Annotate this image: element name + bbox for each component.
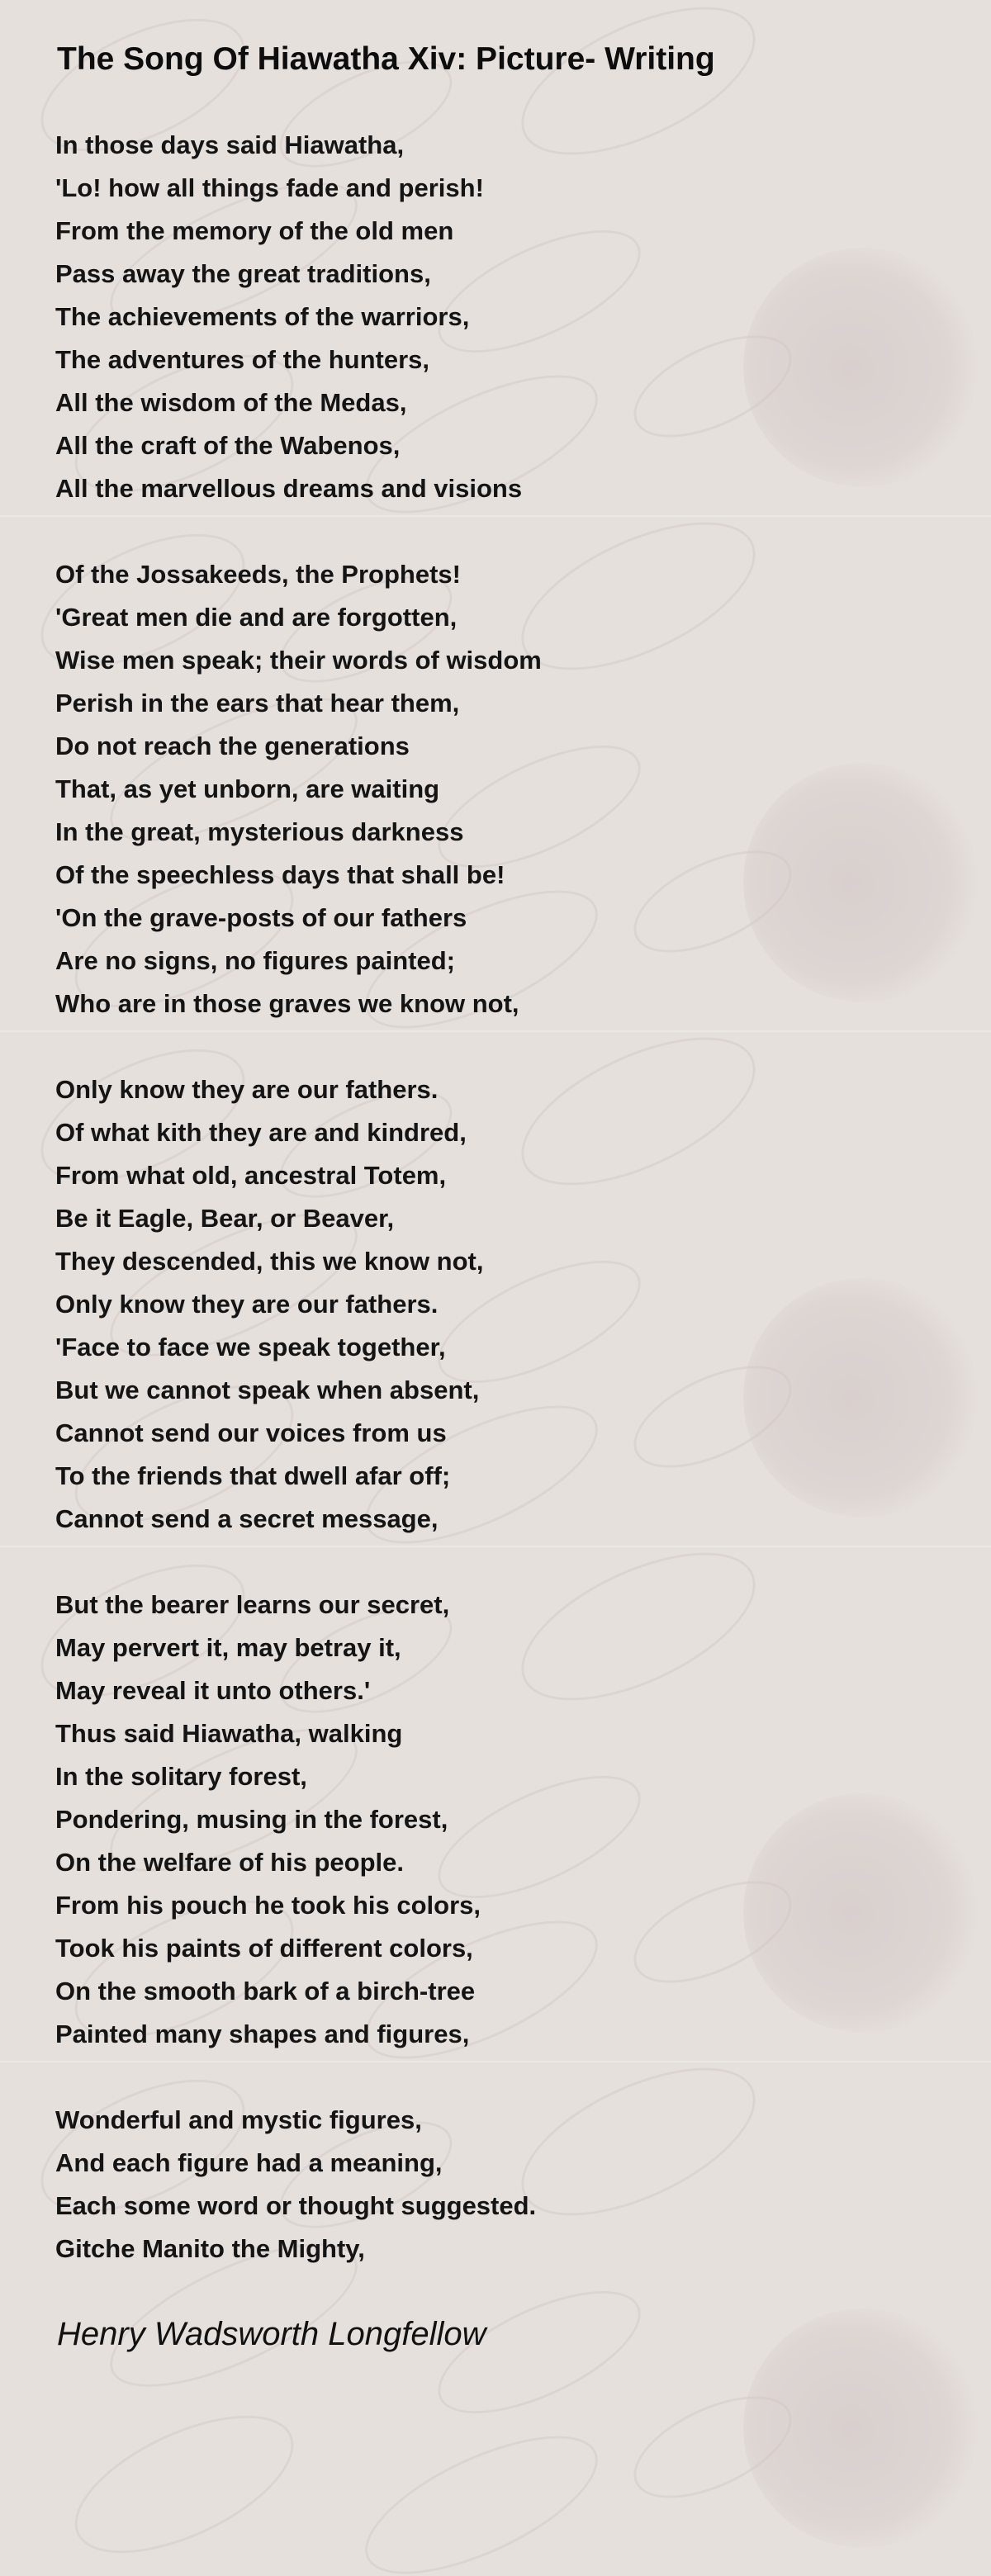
stanza [55,124,931,510]
poem-line: Cannot send our voices from us [55,1418,447,1447]
poem-line: In the solitary forest, [55,1762,307,1791]
poem-line: Be it Eagle, Bear, or Beaver, [55,1204,395,1233]
poem-line: Perish in the ears that hear them, [55,689,460,717]
stanza [55,553,931,1025]
poem-author: Henry Wadsworth Longfellow [57,2316,486,2352]
poem-line: All the wisdom of the Medas, [55,388,407,417]
poem-line: Wise men speak; their words of wisdom [55,646,542,675]
poem-line: Gitche Manito the Mighty, [55,2234,365,2263]
poem-line: That, as yet unborn, are waiting [55,774,440,803]
script-flourish [347,2408,616,2576]
poem-line: In those days said Hiawatha, [55,130,405,159]
poem-line: They descended, this we know not, [55,1247,484,1276]
poem-line: Thus said Hiawatha, walking [55,1719,403,1748]
poem-line: And each figure had a meaning, [55,2148,443,2177]
poem-line: To the friends that dwell afar off; [55,1461,451,1490]
poem-line: Pass away the great traditions, [55,259,431,288]
poem-line: 'Lo! how all things fade and perish! [55,173,484,202]
poem-line: Only know they are our fathers. [55,1290,439,1319]
stanza [55,1068,931,1541]
script-flourish [55,2387,313,2576]
poem-line: Each some word or thought suggested. [55,2191,537,2220]
poem-line: All the craft of the Wabenos, [55,431,401,460]
stanza [55,2099,931,2271]
poem-line: The achievements of the warriors, [55,302,470,331]
poem-line: But the bearer learns our secret, [55,1590,450,1619]
poem-line: May reveal it unto others.' [55,1676,371,1705]
stanza [55,1584,931,2056]
poem-line: Do not reach the generations [55,732,410,760]
poem-line: From the memory of the old men [55,216,454,245]
poem-line: From his pouch he took his colors, [55,1891,481,1920]
poem-line: Pondering, musing in the forest, [55,1805,448,1834]
poem-line: Of the speechless days that shall be! [55,860,505,889]
poem-line: Cannot send a secret message, [55,1504,439,1533]
poem-title: The Song Of Hiawatha Xiv: Picture- Writing [57,41,715,77]
poem-line: Of what kith they are and kindred, [55,1118,467,1147]
poem-line: May pervert it, may betray it, [55,1633,401,1662]
poem-line: Are no signs, no figures painted; [55,946,455,975]
poem-line: Only know they are our fathers. [55,1075,439,1104]
poem-line: Of the Jossakeeds, the Prophets! [55,560,461,589]
poem-line: Took his paints of different colors, [55,1934,473,1963]
poem-line: 'Great men die and are forgotten, [55,603,458,632]
poem-line: Painted many shapes and figures, [55,2020,470,2048]
poem-line: All the marvellous dreams and visions [55,474,523,503]
poem-line: Who are in those graves we know not, [55,989,519,1018]
poem-line: But we cannot speak when absent, [55,1376,480,1404]
poem-line: Wonderful and mystic figures, [55,2105,422,2134]
poem-body [55,124,931,2313]
poem-line: On the smooth bark of a birch-tree [55,1977,476,2005]
poem-line: The adventures of the hunters, [55,345,430,374]
poem-line: From what old, ancestral Totem, [55,1161,447,1190]
poem-line: 'On the grave-posts of our fathers [55,903,467,932]
poem-line: In the great, mysterious darkness [55,817,464,846]
poem-line: 'Face to face we speak together, [55,1333,446,1361]
ink-blot [743,2308,983,2548]
poem-line: On the welfare of his people. [55,1848,405,1877]
